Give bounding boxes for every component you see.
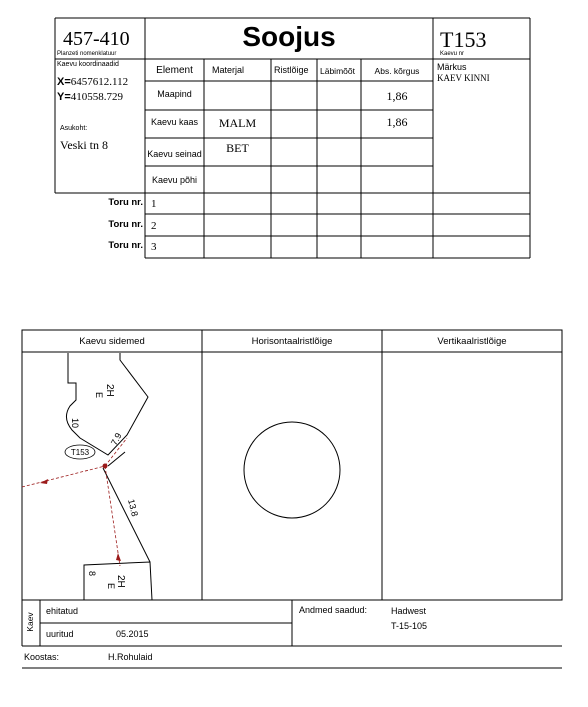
footer-built-label: ehitatud [46,606,79,616]
location-label: Asukoht: [60,125,88,132]
pipe-num-3: 3 [151,241,157,253]
col-header-element: Element [156,65,193,76]
sketch-label-2h-top: 2H [104,384,115,397]
nomenclature-number: 457-410 [63,28,130,50]
horizontal-section-circle [244,422,340,518]
footer-data-source-value: Hadwest [391,606,427,616]
col-header-cross-section: Ristlõige [274,65,309,75]
pipe-num-2: 2 [151,220,157,232]
row-abs-lid: 1,86 [386,115,408,129]
row-material-walls: BET [226,141,249,155]
lot-boundary-right [108,452,125,466]
coord-x-value: 6457612.112 [70,76,129,88]
footer-surveyed-label: uuritud [46,629,74,639]
building-outline-top [66,353,148,455]
col-header-material: Materjal [212,65,245,75]
col-header-remark: Märkus [437,62,467,72]
row-element-ground: Maapind [157,89,192,99]
footer-surveyed-date: 05.2015 [116,629,149,639]
row-element-bottom: Kaevu põhi [151,175,198,185]
sketch-num-8: 8 [87,571,97,577]
nomenclature-label: Planzeti nomenklatuur [57,51,117,57]
row-element-lid: Kaevu kaas [150,117,199,127]
panel-header-sketch: Kaevu sidemed [79,336,145,347]
sketch-well-label: T153 [70,448,90,457]
coord-x [57,76,128,88]
measure-line-top [105,438,127,466]
measure-line-bottom [105,466,120,566]
arrow-bottom [116,553,121,561]
sketch-label-e-top: E [94,392,104,399]
coords-label: Kaevu koordinaadid [57,61,119,68]
pipe-label-1: Toru nr. [108,197,143,208]
footer-author-value: H.Rohulaid [108,652,153,662]
coord-y-value: 410558.729 [70,91,124,103]
row-material-lid: MALM [218,116,257,130]
row-element-walls: Kaevu seinad [147,149,202,159]
footer-data-source-label: Andmed saadud: [299,605,368,615]
page-title: Soojus [242,21,336,52]
sketch-dim-top: 7.9 [108,431,124,447]
well-label-oval [65,445,95,459]
panel-header-horizontal: Horisontaalristlõige [251,336,333,347]
sketch-dim-bottom: 13.8 [126,498,141,518]
pipe-num-1: 1 [151,198,157,210]
remark-value: KAEV KINNI [437,73,490,83]
pipe-label-3: Toru nr. [108,240,143,251]
coord-y [57,91,123,103]
footer-author-label: Koostas: [24,652,60,662]
well-id: T153 [440,27,487,52]
footer-side-label: Kaev [25,612,35,632]
sketch-num-10: 10 [70,418,80,429]
coord-y-label: Y= [57,91,71,103]
footer-data-source-code: T-15-105 [391,621,428,631]
sketch-label-2h-bottom: 2H [115,575,126,588]
building-outline-bottom [84,562,152,600]
pipe-label-2: Toru nr. [108,219,143,230]
sketch-label-e-bottom: E [106,583,116,590]
location-value: Veski tn 8 [60,138,108,152]
arrow-left [40,479,48,484]
coord-x-label: X= [57,76,71,88]
measure-line-left [22,466,105,487]
well-point [103,464,108,469]
panel-header-vertical: Vertikaalristlõige [437,336,507,347]
row-abs-ground: 1,86 [386,89,408,103]
lot-boundary-lower [103,468,150,562]
col-header-abs-height: Abs. kõrgus [374,66,420,76]
well-id-label: Kaevu nr [440,51,465,57]
col-header-diameter: Läbimõõt [320,66,355,76]
